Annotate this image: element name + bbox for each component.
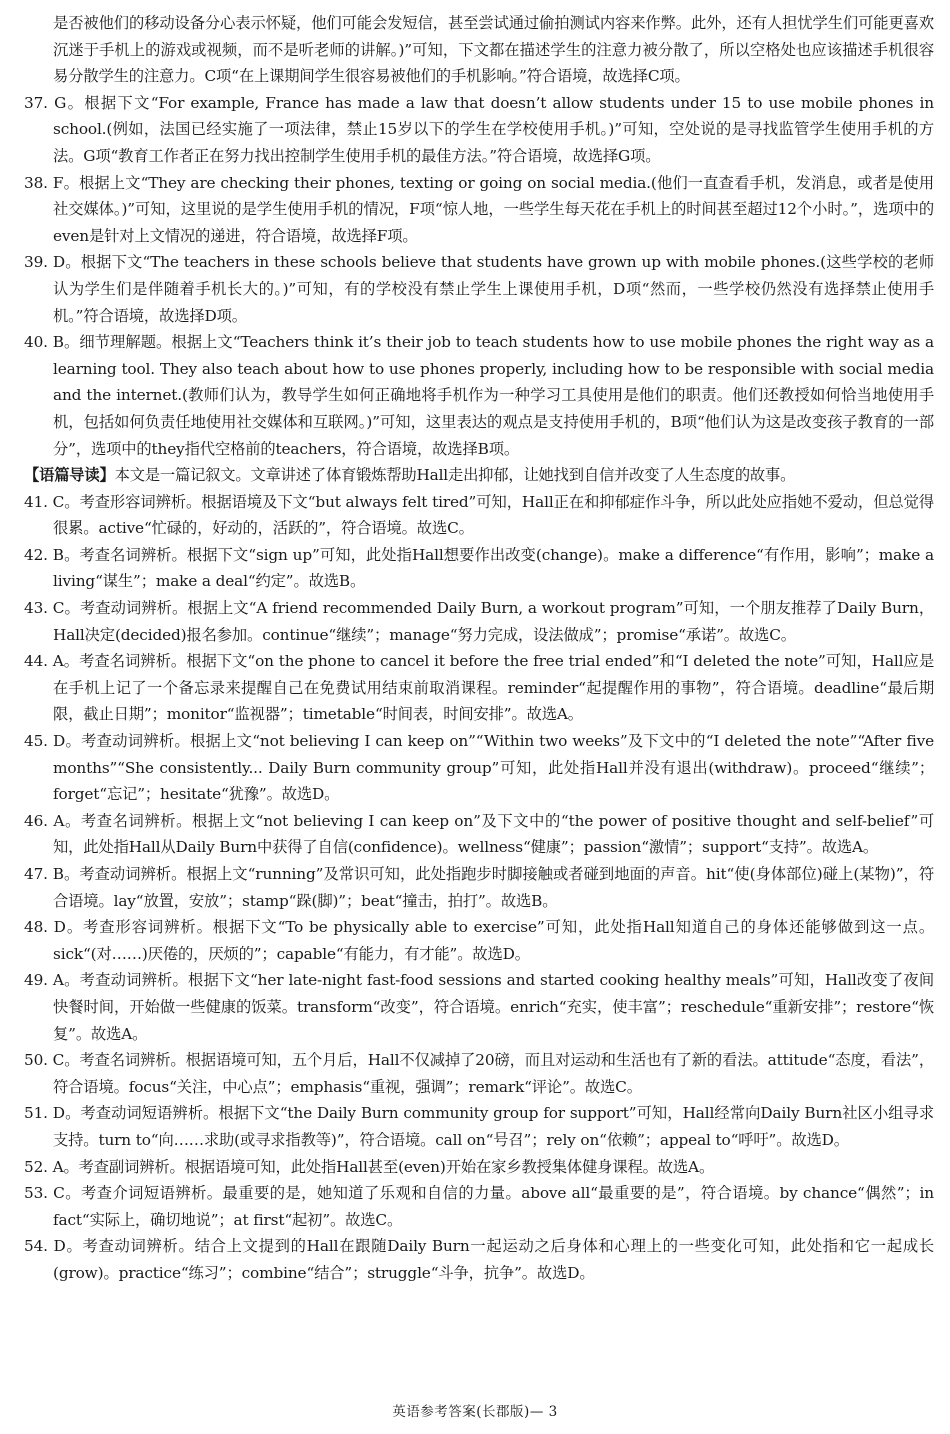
answer-46: 46. A。考查名词辨析。根据上文“not believing I can keep on”及下文中的“the power of positive thought and self-belief”可知，此处指Hall从Daily Burn中获得了自信(confidence)。wellness“健康”；passion“激情”；support“支持”。故选A。: [24, 811, 934, 857]
answer-54: 54. D。考查动词辨析。结合上文提到的Hall在跟随Daily Burn一起运动之后身体和心理上的一些变化可知，此处指和它一起成长(grow)。practice“练习”；combine“结合”；struggle“斗争，抗争”。故选D。: [24, 1237, 934, 1282]
intro-continuation: 是否被他们的移动设备分心表示怀疑，他们可能会发短信，甚至尝试通过偷拍测试内容来作弊。此外，还有人担忧学生们可能更喜欢沉迷于手机上的游戏或视频，而不是听老师的讲解。)”可知，下文都在描述学生的注意力被分散了，所以空格处也应该描述手机很容易分散学生的注意力。C项“在上课期间学生很容易被他们的手机影响。”符合语境，故选择C项。: [53, 14, 934, 86]
answer-51: 51. D。考查动词短语辨析。根据下文“the Daily Burn community group for support”可知，Hall经常向Daily Burn社区小组寻求支持。turn to“向……求助(或寻求指教等)”，符合语境。call on“号召”；rely on“依赖”；appeal to“呼吁”。故选D。: [24, 1104, 934, 1149]
answer-38: 38. F。根据上文“They are checking their phones, texting or going on social media.(他们一直查看手机，发消息，或者是使用社交媒体。)”可知，这里说的是学生使用手机的情况，F项“惊人地，一些学生每天花在手机上的时间甚至超过12个小时。”，选项中的even是针对上文情况的递进，符合语境，故选择F项。: [24, 173, 934, 245]
answer-45: 45. D。考查动词辨析。根据上文“not believing I can keep on”“Within two weeks”及下文中的“I deleted the note”“After five months”“She consistently... Daily Burn community group”可知，此处指Hall并没有退出(withdraw)。proceed“继续”；forget“忘记”；hesitate“犹豫”。故选D。: [24, 732, 934, 804]
passage-guide-text: 本文是一篇记叙文。文章讲述了体育锻炼帮助Hall走出抑郁，让她找到自信并改变了人生态度的故事。: [114, 466, 796, 485]
answer-39: 39. D。根据下文“The teachers in these schools believe that students have grown up with mobile phones.(这些学校的老师认为学生们是伴随着手机长大的。)”可知，有的学校没有禁止学生上课使用手机，D项“然而，一些学校仍然没有选择禁止使用手机。”符合语境，故选择D项。: [24, 253, 934, 325]
answer-52: 52. A。考查副词辨析。根据语境可知，此处指Hall甚至(even)开始在家乡教授集体健身课程。故选A。: [24, 1157, 715, 1176]
answer-48: 48. D。考查形容词辨析。根据下文“To be physically able to exercise”可知，此处指Hall知道自己的身体还能够做到这一点。sick“(对……)厌倦的，厌烦的”；capable“有能力，有才能”。故选D。: [24, 918, 934, 963]
passage-guide: [24, 462, 934, 489]
answer-41: 41. C。考查形容词辨析。根据语境及下文“but always felt tired”可知，Hall正在和抑郁症作斗争，所以此处应指她不爱动，但总觉得很累。active“忙碌的，好动的，活跃的”，符合语境。故选C。: [24, 492, 934, 538]
passage-guide-tag: 【语篇导读】: [24, 466, 115, 485]
answer-44: 44. A。考查名词辨析。根据下文“on the phone to cancel it before the free trial ended”和“I deleted the note”可知，Hall应是在手机上记了一个备忘录来提醒自己在免费试用结束前取消课程。reminder“起提醒作用的事物”，符合语境。deadline“最后期限，截止日期”；monitor“监视器”；timetable“时间表，时间安排”。故选A。: [24, 652, 934, 724]
page-footer: 英语参考答案(长郡版)— 3: [392, 1404, 558, 1420]
answer-53: 53. C。考查介词短语辨析。最重要的是，她知道了乐观和自信的力量。above all“最重要的是”，符合语境。by chance“偶然”；in fact“实际上，确切地说”；at first“起初”。故选C。: [24, 1184, 934, 1229]
answer-47: 47. B。考查动词辨析。根据上文“running”及常识可知，此处指跑步时脚接触或者碰到地面的声音。hit“使(身体部位)碰上(某物)”，符合语境。lay“放置，安放”；stamp“跺(脚)”；beat“撞击，拍打”。故选B。: [24, 865, 934, 910]
answer-40: 40. B。细节理解题。根据上文“Teachers think it’s their job to teach students how to use mobile phones the right way as a learning tool. They also teach about how to use phones properly, including how to be responsible with social media and the internet.(教师们认为，教导学生如何正确地将手机作为一种学习工具使用是他们的职责。他们还教授如何恰当地使用手机，包括如何负责任地使用社交媒体和互联网。)”可知，这里表达的观点是支持使用手机的，B项“他们认为这是改变孩子教育的一部分”，选项中的they指代空格前的teachers，符合语境，故选择B项。: [24, 333, 934, 458]
page-content: [24, 10, 934, 1287]
answer-49: 49. A。考查动词辨析。根据下文“her late-night fast-food sessions and started cooking healthy meals”可知，Hall改变了夜间快餐时间，开始做一些健康的饭菜。transform“改变”，符合语境。enrich“充实，使丰富”；reschedule“重新安排”；restore“恢复”。故选A。: [24, 971, 934, 1043]
answer-37: 37. G。根据下文“For example, France has made a law that doesn’t allow students under 15 to use mobile phones in school.(例如，法国已经实施了一项法律，禁止15岁以下的学生在学校使用手机。)”可知，空处说的是寻找监管学生使用手机的方法。G项“教育工作者正在努力找出控制学生使用手机的最佳方法。”符合语境，故选择G项。: [24, 93, 934, 165]
answer-50: 50. C。考查名词辨析。根据语境可知，五个月后，Hall不仅减掉了20磅，而且对运动和生活也有了新的看法。attitude“态度，看法”，符合语境。focus“关注，中心点”；emphasis“重视，强调”；remark“评论”。故选C。: [24, 1051, 934, 1096]
answer-43: 43. C。考查动词辨析。根据上文“A friend recommended Daily Burn, a workout program”可知，一个朋友推荐了Daily Burn，Hall决定(decided)报名参加。continue“继续”；manage“努力完成，设法做成”；promise“承诺”。故选C。: [24, 599, 934, 644]
answer-42: 42. B。考查名词辨析。根据下文“sign up”可知，此处指Hall想要作出改变(change)。make a difference“有作用，影响”；make a living“谋生”；make a deal“约定”。故选B。: [24, 545, 934, 591]
